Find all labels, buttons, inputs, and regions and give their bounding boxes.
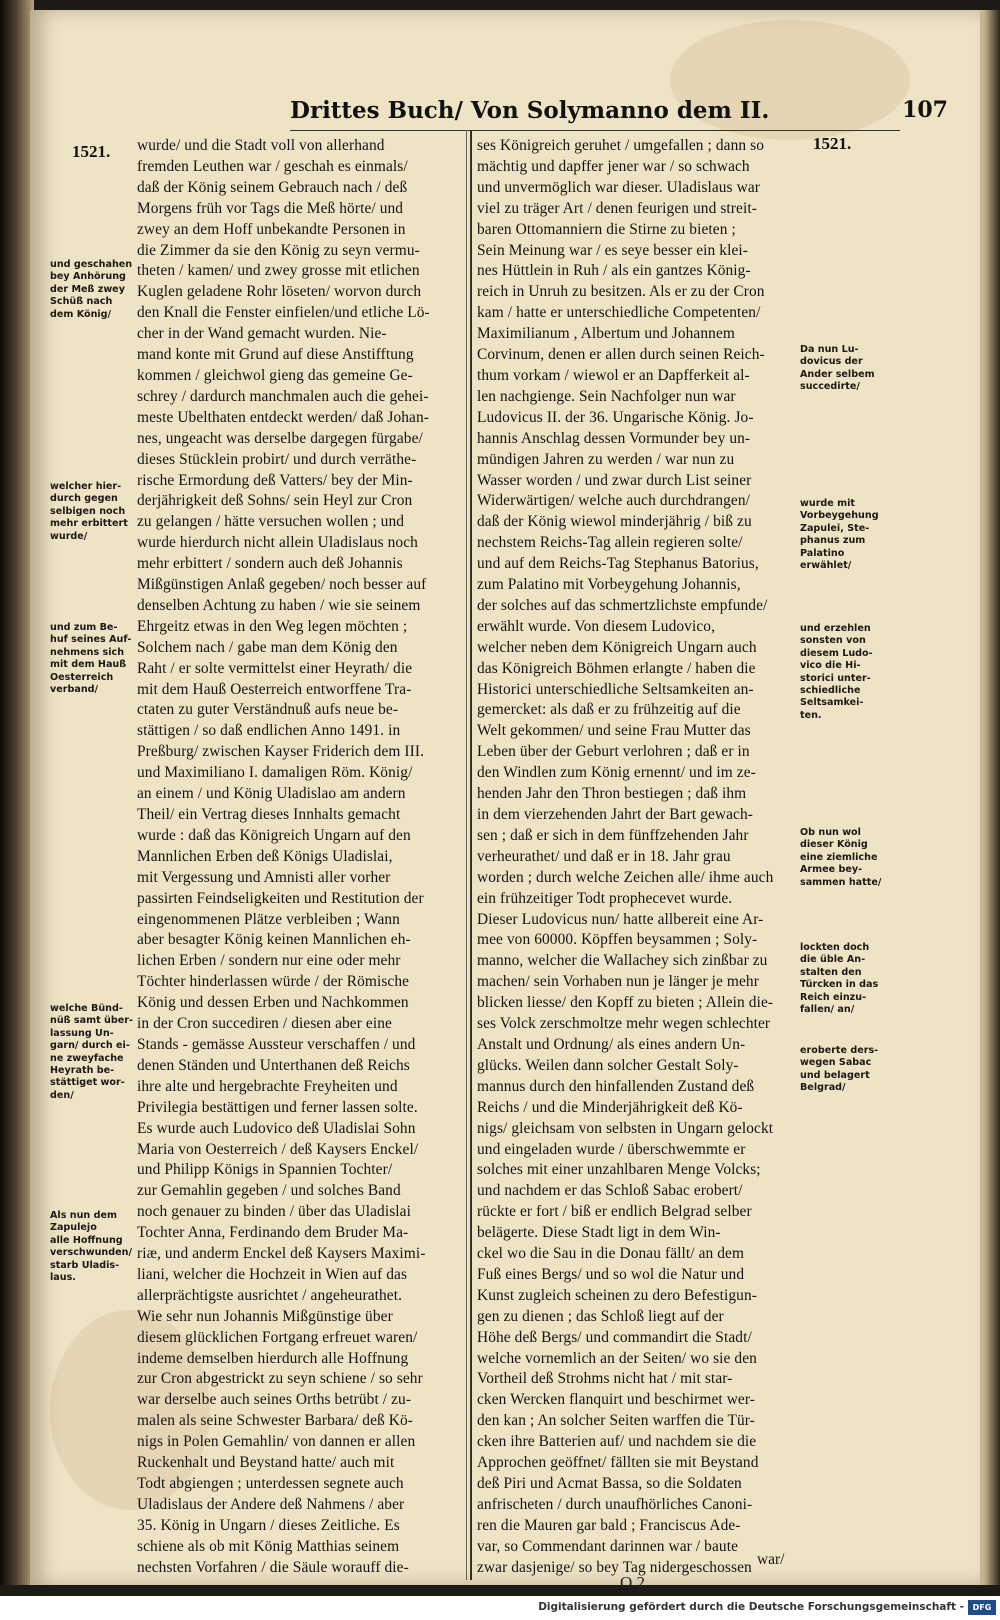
text-line: wurde : daß das Königreich Ungarn auf den [137,826,411,844]
text-line: dovicus der [800,356,863,368]
text-line: Heyrath be- [50,1065,115,1077]
text-line: den kan ; An solcher Seiten warffen die Tür- [477,1412,755,1430]
text-line: Stands - gemässe Aussteur verschaffen / und [137,1035,416,1053]
text-line: welcher hier- [50,481,122,492]
margin-note-right [800,942,878,1016]
text-line: derjährigkeit deß Sohns/ sein Heyl zur Cron [137,492,413,510]
margin-note-right [800,498,879,572]
text-line: und geschahen [50,259,133,270]
text-line: welche vornemlich an der Seiten/ wo sie den [477,1349,757,1367]
text-line: hannis Anschlag dessen Vormunder bey un- [477,429,751,447]
text-line: ses Königreich geruhet / umgefallen ; dann so [477,137,765,154]
text-line: sonsten von [800,635,866,647]
text-line: wurde hierdurch nicht allein Uladislaus noch [137,534,418,552]
text-line: denen Ständen und Unterthanen deß Reichs [137,1056,410,1074]
text-line: Mißgünstigen Anlaß gegeben/ noch besser auf [137,576,427,594]
left-text-column [137,136,462,1579]
text-line: an einem / und König Uladislao am andern [137,785,406,803]
text-line: Welt gekommen/ und seine Frau Mutter das [477,722,751,740]
text-line: und eingeladen wurde / überschwemmte er [477,1140,746,1158]
text-line: fremden Leuthen war / geschah es einmals/ [137,157,408,175]
text-line: Morgens früh vor Tags die Meß hörte/ und [137,199,404,217]
text-line: Fuß eines Bergs/ und so wol die Natur und [477,1265,745,1283]
text-line: die Zimmer da sie den König zu seyn vermu- [137,241,420,259]
text-line: Oesterreich [50,671,114,683]
column-divider [466,130,467,1580]
text-line: henden Jahr den Thron bestiegen ; daß ihm [477,785,747,803]
text-line: phanus zum [800,535,866,547]
text-line: gen zu dienen ; das Schloß liegt auf der [477,1307,724,1325]
text-line: deß Piri und Acmat Bassa, so die Soldaten [477,1475,742,1492]
text-line: zur Cron abgestrickt zu seyn schiene / so sehr [137,1370,423,1388]
text-line: rückte er fort / biß er endlich Belgrad selber [477,1203,752,1221]
text-line: durch gegen [50,493,118,505]
text-line: und Maximiliano I. damaligen Röm. König/ [137,764,413,782]
text-line: wurde/ [50,530,88,542]
text-line: Ob nun wol [800,827,861,838]
text-line: worden ; durch welche Zeichen alle/ ihme auch [477,868,774,886]
text-line: ihre alte und hergebrachte Freyheiten und [137,1077,398,1095]
text-line: in der Cron succediren / diesen aber eine [137,1015,392,1033]
text-line: zwar dasjenige/ so bey Tag nidergeschossen [477,1558,752,1576]
year-marker-left: 1521. [72,142,111,161]
text-line: lichen Erben / sondern nur eine oder mehr [137,952,401,970]
text-line: und Philipp Königs in Spannien Tochter/ [137,1161,393,1179]
text-line: daß der König wiewol minderjährig / biß zu [477,513,752,531]
text-line: noch genauer zu binden / über das Uladislai [137,1203,411,1221]
text-line: wurde/ und die Stadt voll von allerhand [137,137,385,154]
text-line: ckel wo die Sau in die Donau fällt/ an dem [477,1245,745,1263]
text-line: machen/ sein Vorhaben nun je länger je mehr [477,973,759,991]
text-line: Ehrgeitz etwas in den Weg legen möchten ; [137,617,408,635]
text-line: stalten den [800,966,862,978]
text-line: Theil/ ein Vertrag dieses Innhalts gemacht [137,806,401,823]
text-line: meste Ubelthaten entdeckt werden/ daß Johan- [137,408,430,426]
margin-note-left [50,622,131,696]
text-line: schiene als ob mit König Matthias seinem [137,1537,400,1555]
text-line: lockten doch [800,942,870,953]
text-line: und unvermöglich war dieser. Uladislaus war [477,178,760,196]
text-line: Widerwärtigen/ welche auch durchdrangen/ [477,492,751,510]
text-line: nes, ungeacht was derselbe dargegen fürgabe/ [137,429,423,447]
text-line: eine ziemliche [800,851,878,863]
text-line: malen als seine Schwester Barbara/ deß Kö- [137,1412,414,1430]
text-line: stättiget wor- [50,1077,125,1089]
text-line: thum vorkam / wiewol er an Dapfferkeit al- [477,366,750,384]
text-line: nüß samt über- [50,1015,133,1027]
text-line: nechsten Vorfahren / die Säule worauff die- [137,1558,409,1576]
text-line: verband/ [50,684,99,696]
column-divider [470,130,472,1580]
text-line: Raht / er solte vermittelst einer Heyrath/ die [137,659,413,677]
text-line: mannus durch den hinfallenden Zustand deß [477,1077,755,1095]
text-line: mehr erbittert / sondern auch deß Johannis [137,555,403,573]
text-line: Schüß nach [50,296,113,308]
text-line: Zapulei, Ste- [800,522,870,534]
text-line: Ludovicus II. der 36. Ungarische König. Jo- [477,408,754,426]
margin-note-right [800,827,881,889]
text-line: die üble An- [800,954,866,966]
signature-mark: O 2 [620,1573,646,1592]
text-line: ten. [800,709,822,721]
text-line: Reichs / und die Minderjährigkeit deß Kö- [477,1098,743,1116]
text-line: in dem vierzehenden Jahrt der Bart gewach- [477,806,753,823]
text-line: Seltsamkei- [800,697,864,709]
text-line: Türcken in das [800,979,879,991]
text-line: und zum Be- [50,622,118,633]
text-line: schrey / dardurch manchmalen auch die gehei- [137,387,429,405]
text-line: baren Ottomanniern die Stirne zu bieten ; [477,220,736,238]
text-line: Mannlichen Erben deß Königs Uladislai, [137,847,393,865]
gutter-shadow [0,0,34,1585]
text-line: mündigen Jahren zu werden / war nun zu [477,450,735,468]
text-line: Wie sehr nun Johannis Mißgünstige über [137,1307,393,1325]
text-line: Vorbeygehung [800,510,879,522]
text-line: Preßburg/ zwischen Kayser Friderich dem III. [137,743,425,761]
text-line: nes Hüttlein in Ruh / als ein gantzes König- [477,262,751,280]
text-line: ses Volck zerschmoltze mehr wegen schlechter [477,1015,771,1033]
text-line: der solches auf das schmertzlichste empfunde/ [477,596,768,614]
text-line: Maria von Oesterreich / deß Kaysers Enckel/ [137,1140,419,1158]
text-line: ctaten zu guter Verständnuß aufs neue be- [137,701,399,719]
text-line: Armee bey- [800,864,863,876]
text-line: nigs in Polen Gemahlin/ von dannen er allen [137,1433,416,1451]
text-line: nechstem Reichs-Tag allein regieren solte/ [477,534,743,552]
text-line: mit dem Hauß [50,659,127,671]
text-line: storici unter- [800,672,871,684]
text-line: selbigen noch [50,505,126,517]
text-line: kommen / gleichwol gieng das gemeine Ge- [137,366,413,384]
text-line: passirten Feindseligkeiten und Restitution der [137,889,424,907]
text-line: Leben über der Geburt verlohren ; daß er in [477,743,750,761]
text-line: und erzehlen [800,623,871,634]
margin-note-right [800,623,873,722]
text-line: dieser König [800,839,868,851]
text-line: Todt abgiengen ; unterdessen segnete auch [137,1475,404,1492]
catchword: war/ [757,1551,785,1568]
text-line: nigs/ gleichsam von selbsten in Ungarn gelockt [477,1119,774,1137]
text-line: Höhe deß Bergs/ und commandirt die Stadt/ [477,1328,752,1346]
header-rule [290,130,900,131]
page-header [150,97,960,131]
text-line: len nachgienge. Sein Nachfolger nun war [477,387,736,405]
text-line: bey Anhörung [50,271,126,283]
text-line: blicken liesse/ den Kopff zu bieten ; Allein die- [477,994,774,1012]
text-line: solches mit einer unzahlbaren Menge Volcks; [477,1161,761,1179]
text-line: und nachdem er das Schloß Sabac erobert/ [477,1182,743,1200]
text-line: König und dessen Erben und Nachkommen [137,994,409,1012]
text-line: vico die Hi- [800,660,861,672]
year-marker-right: 1521. [813,134,852,153]
text-line: starb Uladis- [50,1259,120,1271]
text-line: theten / kamen/ und zwey grosse mit etlichen [137,262,420,280]
text-line: Da nun Lu- [800,344,859,355]
text-line: Als nun dem [50,1210,117,1221]
text-line: verschwunden/ [50,1247,132,1259]
text-line: Kuglen geladene Rohr löseten/ worvon durch [137,283,422,301]
text-line: Töchter hinderlassen würde / der Römische [137,973,410,991]
margin-note-left [50,481,128,543]
text-line: Ander selbem [800,368,875,380]
text-line: erwählt wurde. Von diesem Ludovico, [477,617,716,635]
text-line: zu gelangen / hätte versuchen wollen ; und [137,513,405,531]
text-line: belägerte. Diese Stadt ligt in dem Win- [477,1224,721,1242]
text-line: mee von 60000. Köpffen beysammen ; Soly- [477,931,758,949]
text-line: cher in der Wand gemacht wurden. Nie- [137,325,387,343]
text-line: das Königreich Böhmen erlangte / haben die [477,659,756,677]
text-line: garn/ durch ei- [50,1040,130,1052]
text-line: cken Wercken flanquirt und beschirmet wer- [477,1391,756,1409]
text-line: laus. [50,1272,76,1284]
margin-note-left [50,1003,133,1102]
text-line: Historici unterschiedliche Seltsamkeiten an- [477,680,754,698]
text-line: mit Vergessung und Amnisti aller vorher [137,868,391,886]
text-line: rische Ermordung deß Vatters/ bey der Min- [137,471,413,489]
text-line: wurde mit [800,498,856,509]
text-line: ne zweyfache [50,1052,124,1064]
text-line: dieses Stücklein probirt/ und durch verräthe- [137,450,417,468]
text-line: den/ [50,1089,74,1101]
text-line: Solchem nach / gabe man dem König den [137,638,398,656]
margin-note-left [50,1210,132,1284]
text-line: indeme demselben hierdurch alle Hoffnung [137,1349,409,1367]
text-line: Es wurde auch Ludovico deß Uladislai Sohn [137,1119,416,1137]
text-line: war derselbe auch seines Orths betrübt / zu- [137,1391,412,1409]
text-line: Vortheil deß Strohms nicht hat / mit star- [477,1370,733,1388]
text-line: den Knall die Fenster einfielen/und etliche Lö- [137,304,430,322]
text-line: erwählet/ [800,560,852,572]
text-line: gemercket: als daß er zu frühzeitig auf die [477,701,741,719]
text-line: Kunst zugleich scheinen zu dero Befestigun- [477,1286,757,1304]
text-line: wegen Sabac [800,1057,872,1069]
text-line: diesem glücklichen Fortgang erfreuet waren/ [137,1328,418,1346]
text-line: daß der König seinem Gebrauch nach / deß [137,178,408,196]
margin-note-right [800,1045,878,1095]
text-line: Tochter Anna, Ferdinando dem Bruder Ma- [137,1224,409,1242]
text-line: manno, welcher die Wallachey sich zinßbar zu [477,952,768,970]
text-line: Maximilianum , Albertum und Johannem [477,325,735,343]
text-line: Belgrad/ [800,1082,846,1094]
text-line: mit dem Hauß Oesterreich entworffene Tra- [137,680,412,698]
text-line: viel zu träger Art / denen feurigen und streit- [477,199,757,217]
text-line: mand konte mit Grund auf diese Anstifftung [137,346,414,364]
text-line: sammen hatte/ [800,876,882,888]
text-line: Ruckenhalt und Beystand hatte/ auch mit [137,1454,395,1472]
text-line: Palatino [800,547,845,559]
text-line: Privilegia bestättigen und ferner lassen solte. [137,1098,418,1116]
text-line: zur Gemahlin gegeben / und solches Band [137,1182,401,1200]
text-line: Zapulejo [50,1222,97,1234]
text-line: verheurathet/ und daß er in 18. Jahr grau [477,847,731,865]
text-line: aber besagter König keinen Mannlichen eh- [137,931,411,949]
text-line: stättigen / so daß endlichen Anno 1491. in [137,722,401,740]
text-line: ein frühzeitiger Todt prophecevet wurde. [477,889,733,907]
text-line: den Windlen zum König ernennt/ und im ze- [477,764,756,782]
text-line: Anstalt und Ordnung/ als eines andern Un- [477,1035,746,1053]
dfg-logo: DFG [968,1600,996,1615]
margin-note-left [50,259,132,321]
text-line: und belagert [800,1069,870,1081]
text-line: welche Bünd- [50,1003,123,1014]
text-line: denselben Achtung zu haben / wie sie seinem [137,596,421,614]
margin-note-right [800,344,875,394]
text-line: reich in Unruh zu besitzen. Als er zu der Cron [477,283,765,301]
text-line: welcher neben dem Königreich Ungarn auch [477,638,757,656]
text-line: diesem Ludo- [800,647,873,659]
text-line: eroberte ders- [800,1045,879,1056]
text-line: dem König/ [50,308,112,320]
text-line: liani, welcher die Hochzeit in Wien auf das [137,1265,408,1283]
text-line: Corvinum, denen er allen durch seinen Reich- [477,346,765,364]
text-line: riæ, und anderm Enckel deß Kaysers Maximi- [137,1245,426,1263]
text-line: Sein Meinung war / es seye besser ein klei- [477,241,748,259]
text-line: 35. König in Ungarn / dieses Zeitliche. Es [137,1516,400,1534]
text-line: anfrischeten / durch unaufhörliches Canoni- [477,1495,753,1513]
text-line: zwey an dem Hoff unbekandte Personen in [137,220,406,238]
text-line: fallen/ an/ [800,1004,855,1016]
digitization-footer [0,1596,1000,1620]
text-line: ren die Mauren gar bald ; Franciscus Ade- [477,1516,741,1534]
text-line: huf seines Auf- [50,634,132,646]
text-line: allerprächtigste ausrichtet / angeheurathet. [137,1286,403,1304]
text-line: alle Hoffnung [50,1234,123,1246]
page-number: 107 [902,97,948,123]
text-line: Reich einzu- [800,991,867,1003]
text-line: Approchen geöffnet/ fällten sie mit Beystand [477,1454,759,1472]
text-line: zum Palatino mit Vorbeygehung Johannis, [477,576,741,594]
text-line: nehmens sich [50,646,125,658]
running-title: Drittes Buch/ Von Solymanno dem II. [290,97,770,124]
text-line: var, so Commendant darinnen war / baute [477,1537,739,1555]
right-text-column [477,136,797,1579]
text-line: Wasser worden / und zwar durch List seiner [477,471,752,489]
text-line: eingenommenen Plätze verbleiben ; Wann [137,910,400,928]
text-line: schiedliche [800,685,861,697]
text-line: lassung Un- [50,1027,114,1039]
text-line: glücks. Weilen dann solcher Gestalt Soly- [477,1056,739,1074]
text-line: mehr erbittert [50,518,128,530]
text-line: sen ; daß er sich in dem fünffzehenden Jahr [477,826,749,844]
text-line: kam / hatte er unterschiedliche Competenten/ [477,304,761,322]
text-line: succedirte/ [800,381,860,393]
text-line: und auf dem Reichs-Tag Stephanus Batorius, [477,555,759,573]
text-line: der Meß zwey [50,283,125,295]
text-line: cken ihre Batterien auf/ und nachdem sie die [477,1433,757,1451]
text-line: mächtig und dapffer jener war / so schwach [477,157,750,175]
text-line: Dieser Ludovicus nun/ hatte allbereit eine Ar- [477,910,764,928]
footer-credit: Digitalisierung gefördert durch die Deutsche Forschungsgemeinschaft - [538,1601,964,1613]
text-line: Uladislaus der Andere deß Nahmens / aber [137,1495,405,1513]
